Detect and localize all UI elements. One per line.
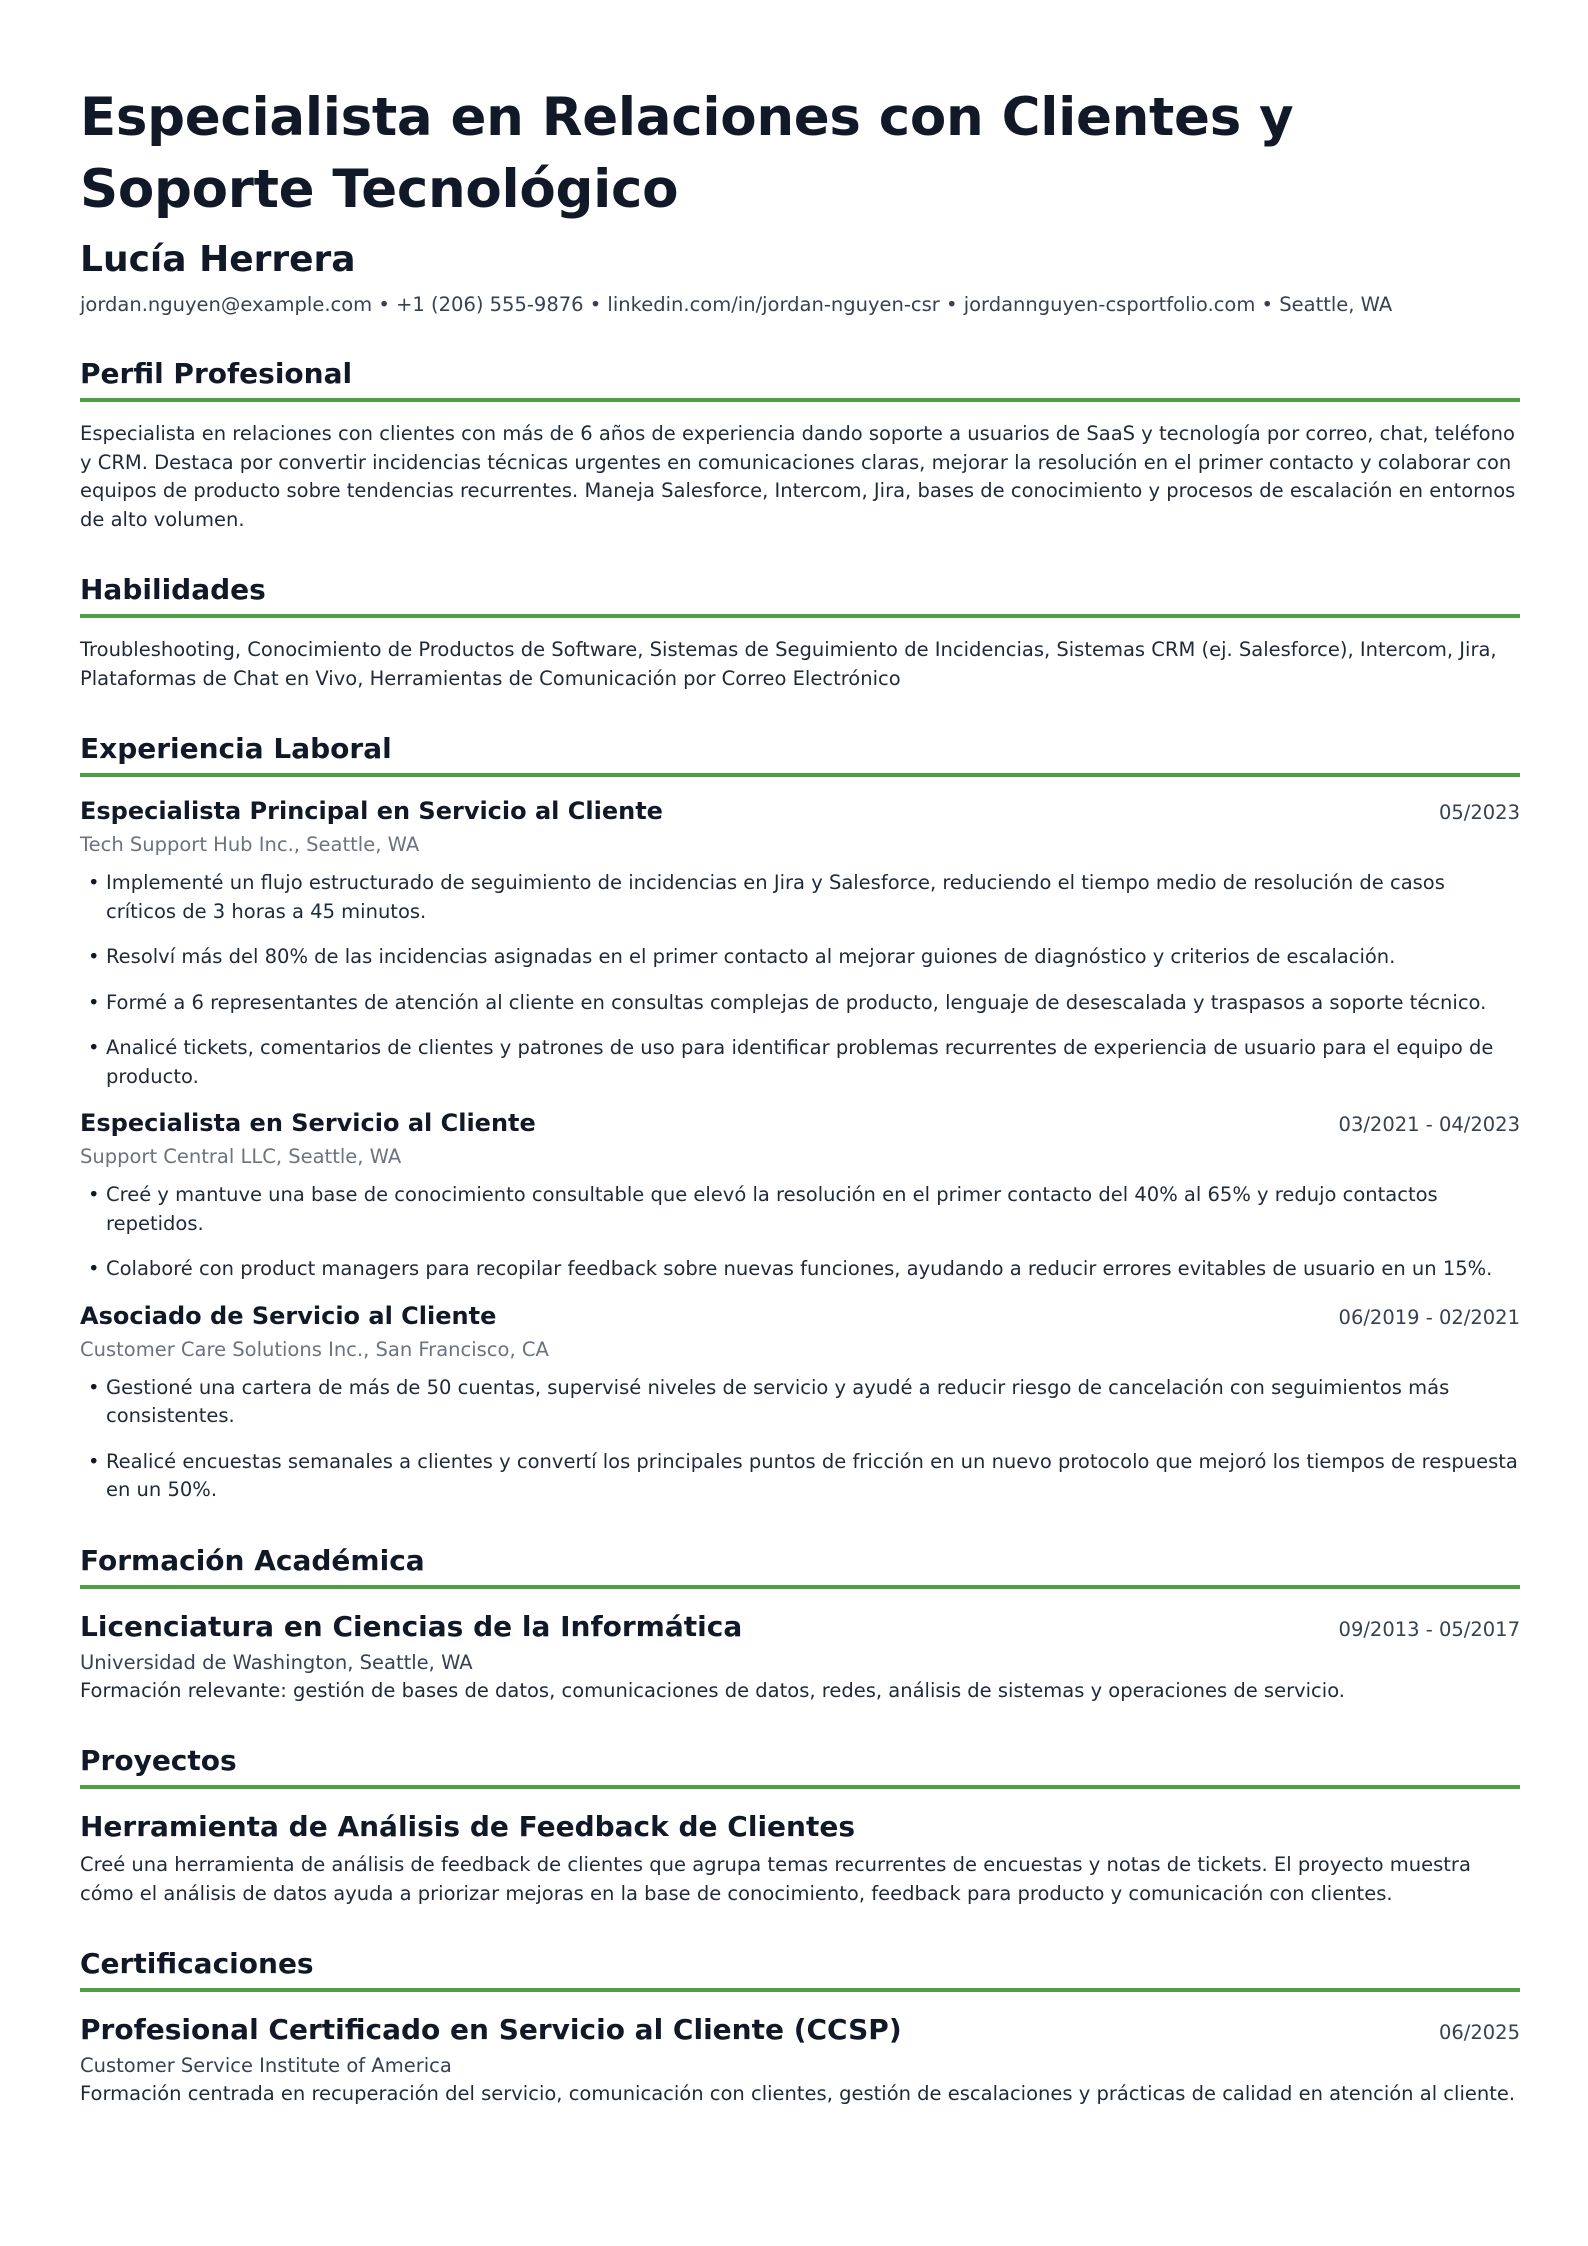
- job-entry: [80, 1300, 1520, 1505]
- certification-issuer: Customer Service Institute of America: [80, 2054, 452, 2077]
- profile-text: Especialista en relaciones con clientes con más de 6 años de experiencia dando soporte a usuarios de SaaS y tecnología por correo, chat, teléfono y CRM. Destaca por convertir incidencias técnicas urgentes en comunicaciones claras, mejorar la resolución en el primer contacto y colaborar con equipos de producto sobre tendencias recurrentes. Maneja Salesforce, Intercom, Jira, bases de conocimiento y procesos de escalación en entornos de alto volumen.: [80, 422, 1516, 531]
- job-title: Especialista en Servicio al Cliente: [80, 1109, 536, 1137]
- job-title: Especialista Principal en Servicio al Cliente: [80, 797, 663, 825]
- job-bullets: [80, 1181, 1520, 1284]
- job-bullet: • Formé a 6 representantes de atención al cliente en consultas complejas de producto, lenguaje de desescalada y traspasos a soporte técnico.: [80, 989, 1520, 1018]
- job-company: Customer Care Solutions Inc., San Francisco, CA: [80, 1337, 549, 1361]
- section-heading: Formación Académica: [80, 1543, 1520, 1589]
- degree-title: Licenciatura en Ciencias de la Informática: [80, 1609, 743, 1643]
- education-section: [80, 1543, 1520, 1706]
- section-heading: Perfil Profesional: [80, 356, 1520, 402]
- job-entry: [80, 1107, 1520, 1284]
- job-bullet: • Resolví más del 80% de las incidencias asignadas en el primer contacto al mejorar guiones de diagnóstico y criterios de escalación.: [80, 943, 1520, 972]
- job-bullet: • Implementé un flujo estructurado de seguimiento de incidencias en Jira y Salesforce, reduciendo el tiempo medio de resolución de casos críticos de 3 horas a 45 minutos.: [80, 869, 1520, 926]
- contact-line: jordan.nguyen@example.com • +1 (206) 555-9876 • linkedin.com/in/jordan-nguyen-csr • jordannguyen-csportfolio.com • Seattle, WA: [80, 293, 1393, 316]
- resume-title: Especialista en Relaciones con Clientes y Soporte Tecnológico: [80, 87, 1294, 220]
- candidate-name: Lucía Herrera: [80, 239, 356, 280]
- certification-description: Formación centrada en recuperación del servicio, comunicación con clientes, gestión de escalaciones y prácticas de calidad en atención al cliente.: [80, 2082, 1516, 2105]
- project-title: Herramienta de Análisis de Feedback de Clientes: [80, 1810, 856, 1843]
- section-heading: Habilidades: [80, 572, 1520, 618]
- job-date: 06/2019 - 02/2021: [1338, 1305, 1520, 1329]
- section-heading: Proyectos: [80, 1743, 1520, 1789]
- job-bullets: [80, 1374, 1520, 1505]
- education-date: 09/2013 - 05/2017: [1338, 1617, 1520, 1641]
- section-heading: Certificaciones: [80, 1946, 1520, 1992]
- job-bullet: • Gestioné una cartera de más de 50 cuentas, supervisé niveles de servicio y ayudé a reducir riesgo de cancelación con seguimientos más consistentes.: [80, 1374, 1520, 1431]
- certification-entry: [80, 2012, 1520, 2109]
- skills-text: Troubleshooting, Conocimiento de Productos de Software, Sistemas de Seguimiento de Incidencias, Sistemas CRM (ej. Salesforce), Intercom, Jira, Plataformas de Chat en Vivo, Herramientas de Comunicación por Correo Electrónico: [80, 638, 1497, 690]
- job-title: Asociado de Servicio al Cliente: [80, 1301, 497, 1330]
- section-heading: Experiencia Laboral: [80, 731, 1520, 777]
- job-bullet: • Realicé encuestas semanales a clientes y convertí los principales puntos de fricción en un nuevo protocolo que mejoró los tiempos de respuesta en un 50%.: [80, 1448, 1520, 1505]
- job-bullet: • Analicé tickets, comentarios de clientes y patrones de uso para identificar problemas recurrentes de experiencia de usuario para el equipo de producto.: [80, 1034, 1520, 1091]
- project-entry: [80, 1809, 1520, 1908]
- school-name: Universidad de Washington, Seattle, WA: [80, 1650, 473, 1674]
- job-company: Tech Support Hub Inc., Seattle, WA: [80, 833, 420, 856]
- project-description: Creé una herramienta de análisis de feedback de clientes que agrupa temas recurrentes de encuestas y notas de tickets. El proyecto muestra cómo el análisis de datos ayuda a priorizar mejoras en la base de conocimiento, feedback para producto y comunicación con clientes.: [80, 1853, 1471, 1905]
- certification-title: Profesional Certificado en Servicio al Cliente (CCSP): [80, 2013, 902, 2046]
- projects-section: [80, 1743, 1520, 1908]
- profile-section: [80, 356, 1520, 534]
- job-date: 05/2023: [1438, 801, 1520, 824]
- education-description: Formación relevante: gestión de bases de datos, comunicaciones de datos, redes, análisis de sistemas y operaciones de servicio.: [80, 1678, 1345, 1702]
- certification-date: 06/2025: [1438, 2021, 1520, 2044]
- job-bullet: • Colaboré con product managers para recopilar feedback sobre nuevas funciones, ayudando a reducir errores evitables de usuario en un 15%.: [80, 1255, 1520, 1284]
- job-bullets: [80, 869, 1520, 1091]
- job-bullet: • Creé y mantuve una base de conocimiento consultable que elevó la resolución en el primer contacto del 40% al 65% y redujo contactos repetidos.: [80, 1181, 1520, 1238]
- job-date: 03/2021 - 04/2023: [1338, 1113, 1520, 1136]
- skills-section: [80, 572, 1520, 693]
- job-entry: [80, 795, 1520, 1091]
- job-company: Support Central LLC, Seattle, WA: [80, 1145, 402, 1168]
- education-entry: [80, 1609, 1520, 1706]
- experience-section: [80, 731, 1520, 1505]
- certifications-section: [80, 1946, 1520, 2109]
